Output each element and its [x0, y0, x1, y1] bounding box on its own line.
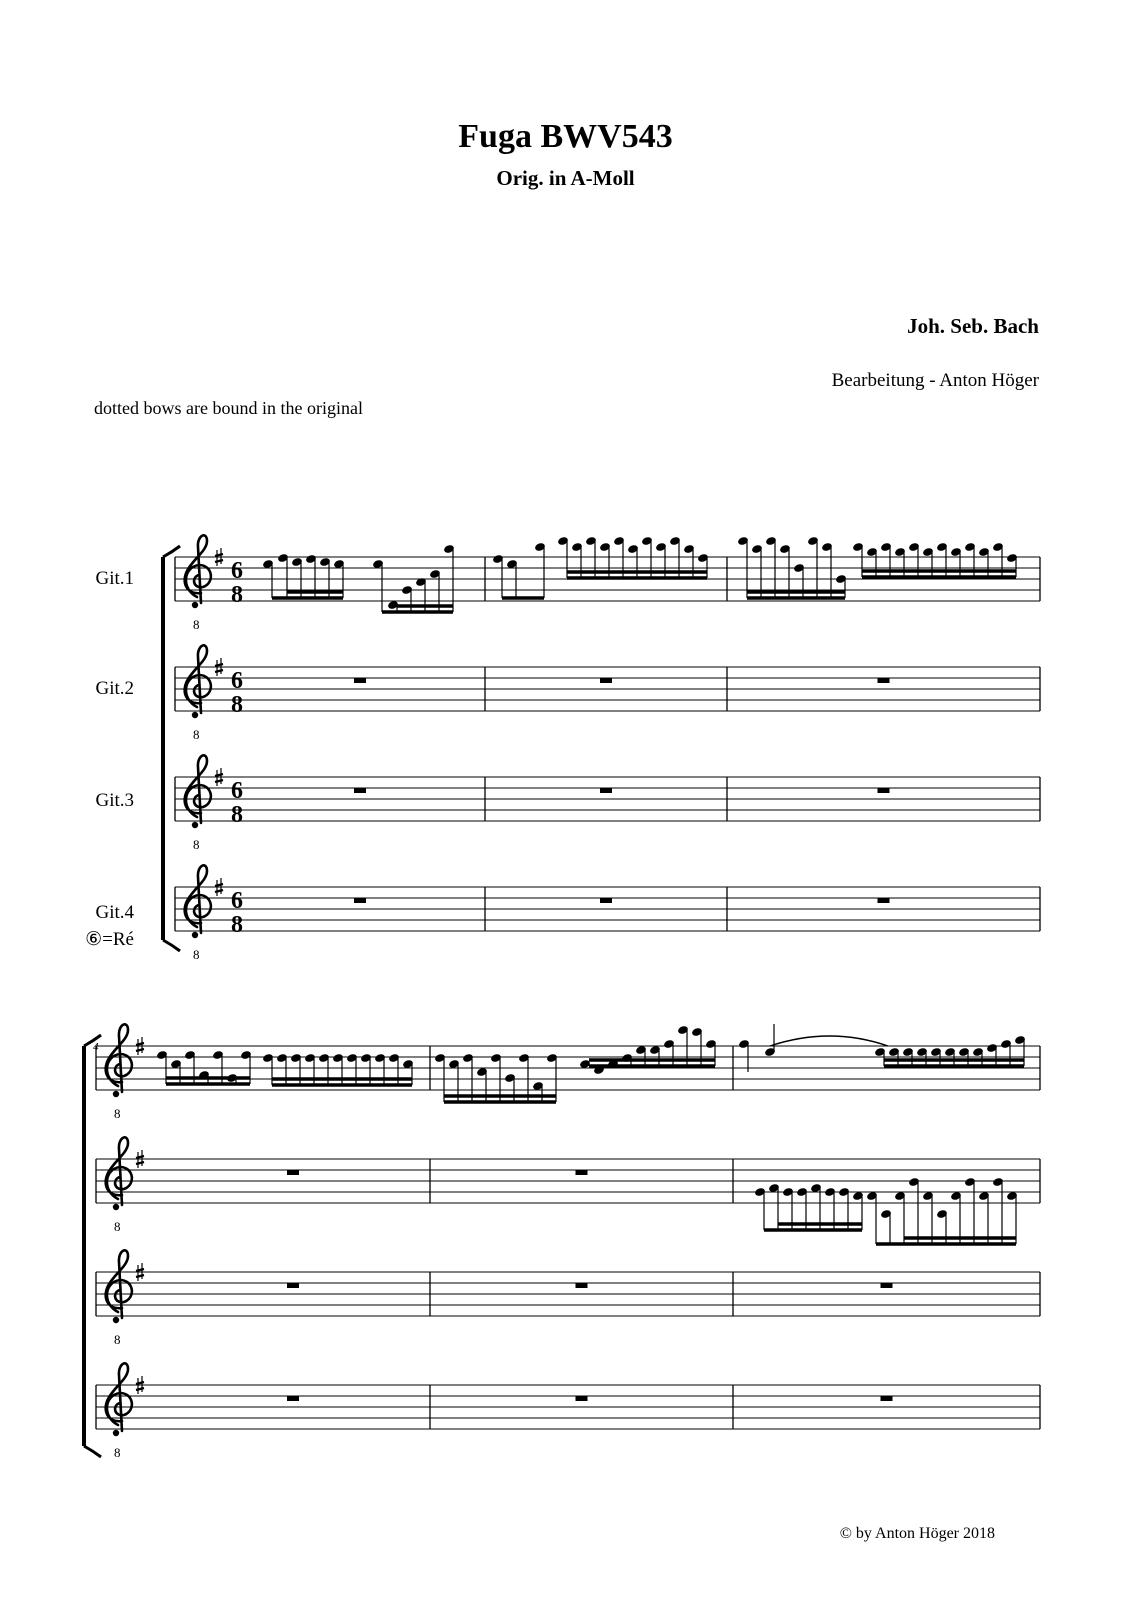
instrument-tuning-git4: ⑥=Ré — [85, 929, 134, 950]
page-title: Fuga BWV543 — [458, 118, 673, 155]
whole-rest-icon — [576, 1396, 588, 1401]
measure-number-4 — [93, 1041, 99, 1053]
octave-mark: 8 — [114, 1332, 121, 1347]
treble-clef-icon — [185, 645, 211, 718]
page-subtitle: Orig. in A-Moll — [496, 166, 635, 190]
composer-name: Joh. Seb. Bach — [907, 314, 1039, 338]
staff-system2-git1 — [96, 1024, 1040, 1121]
time-signature-numerator: 6 — [231, 778, 243, 804]
whole-rest-icon — [881, 1283, 893, 1288]
time-signature-denominator: 8 — [231, 692, 243, 718]
octave-mark: 8 — [193, 837, 200, 852]
octave-mark: 8 — [114, 1219, 121, 1234]
treble-clef-icon — [106, 1250, 132, 1323]
whole-rest-icon — [354, 788, 366, 793]
staff-system1-git3 — [175, 755, 1040, 852]
time-signature-numerator: 6 — [231, 668, 243, 694]
instrument-label-git1: Git.1 — [95, 568, 134, 589]
system-brackets — [84, 546, 180, 1457]
performance-note: dotted bows are bound in the original — [94, 398, 363, 418]
octave-mark: 8 — [193, 947, 200, 962]
whole-rest-icon — [878, 898, 890, 903]
octave-mark: 8 — [193, 727, 200, 742]
whole-rest-icon — [576, 1170, 588, 1175]
time-signature-numerator: 6 — [231, 888, 243, 914]
time-signature-denominator: 8 — [231, 582, 243, 608]
whole-rest-icon — [354, 898, 366, 903]
whole-rest-icon — [600, 898, 612, 903]
arranger-credit: Bearbeitung - Anton Höger — [831, 370, 1039, 391]
whole-rest-icon — [600, 788, 612, 793]
staff-system2-git3 — [96, 1250, 1040, 1347]
copyright-notice: © by Anton Höger 2018 — [839, 1525, 995, 1542]
tie-arc — [770, 1036, 888, 1046]
octave-mark: 8 — [114, 1106, 121, 1121]
staff-system2-git4 — [96, 1363, 1040, 1460]
treble-clef-icon — [106, 1024, 132, 1097]
treble-clef-icon — [106, 1363, 132, 1436]
whole-rest-icon — [287, 1396, 299, 1401]
staff-system1-git2 — [175, 645, 1040, 742]
measure-number-label: 4 — [93, 1041, 99, 1053]
whole-rest-icon — [576, 1283, 588, 1288]
whole-rest-icon — [287, 1170, 299, 1175]
treble-clef-icon — [185, 865, 211, 938]
instrument-label-git3: Git.3 — [95, 790, 134, 811]
instrument-label-git2: Git.2 — [95, 678, 134, 699]
whole-rest-icon — [878, 678, 890, 683]
octave-mark: 8 — [114, 1445, 121, 1460]
treble-clef-icon — [185, 535, 211, 608]
time-signature-denominator: 8 — [231, 802, 243, 828]
staff-system1-git4 — [175, 865, 1040, 962]
whole-rest-icon — [287, 1283, 299, 1288]
whole-rest-icon — [878, 788, 890, 793]
treble-clef-icon — [106, 1137, 132, 1210]
whole-rest-icon — [881, 1396, 893, 1401]
time-signature-denominator: 8 — [231, 912, 243, 938]
whole-rest-icon — [600, 678, 612, 683]
staff-system2-git2 — [96, 1137, 1040, 1234]
time-signature-numerator: 6 — [231, 558, 243, 584]
octave-mark: 8 — [193, 617, 200, 632]
instrument-label-git4: Git.4 — [95, 902, 134, 923]
git1-melody — [156, 536, 1026, 1244]
treble-clef-icon — [185, 755, 211, 828]
whole-rest-icon — [354, 678, 366, 683]
